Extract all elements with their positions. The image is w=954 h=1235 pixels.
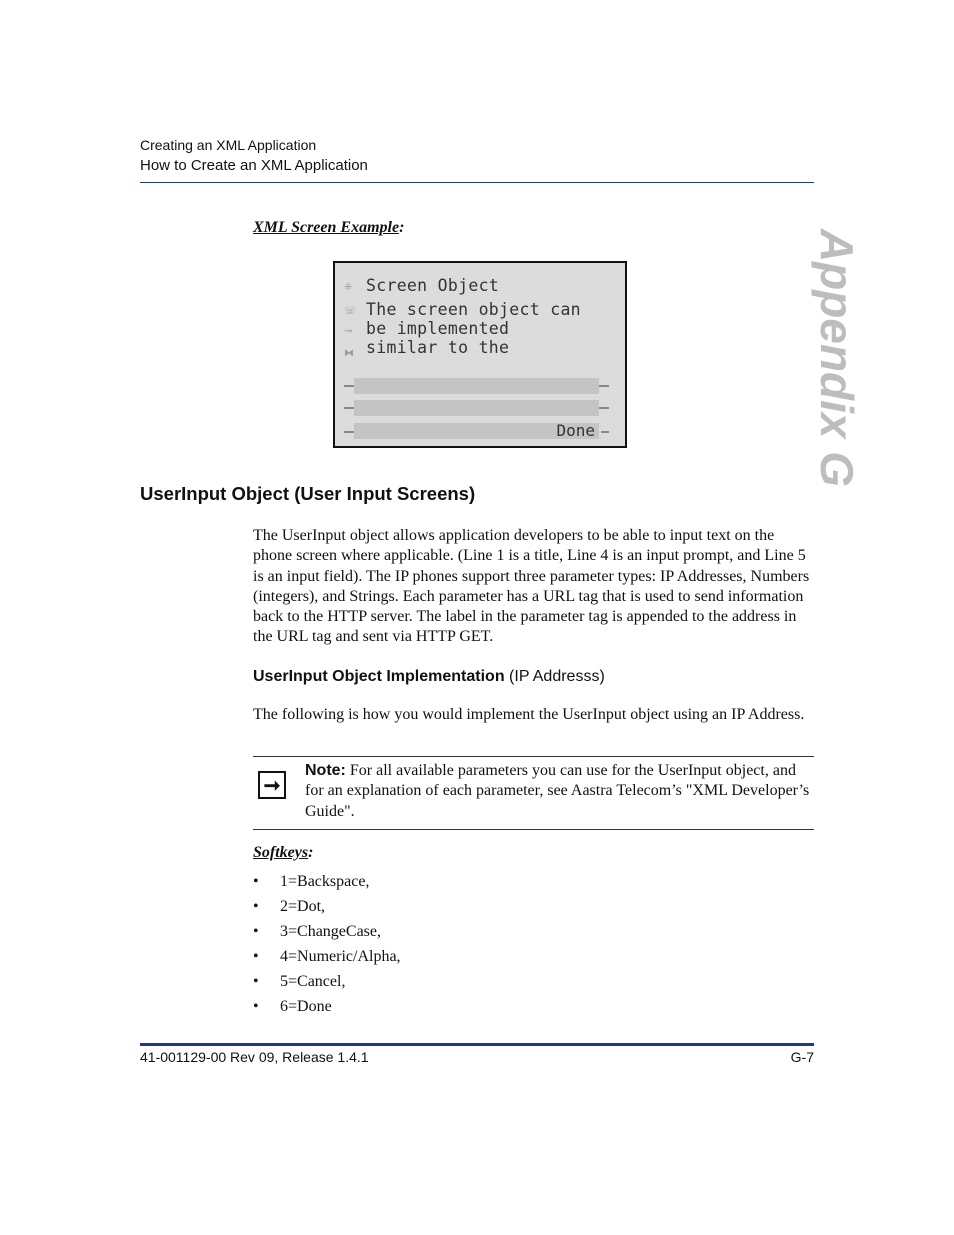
note-label: Note: (305, 762, 346, 779)
key-icon: ⊸ (344, 326, 353, 337)
running-header-section: How to Create an XML Application (140, 157, 368, 174)
phone-screen-example (333, 261, 627, 448)
footer-page-number: G-7 (790, 1049, 814, 1065)
section-heading: UserInput Object (User Input Screens) (140, 483, 476, 504)
note-rule-top (253, 756, 814, 757)
appendix-side-tab-label: Appendix G (811, 228, 863, 488)
subsection-heading: UserInput Object Implementation (IP Addresss) (253, 668, 605, 685)
bullet-icon: • (253, 973, 259, 990)
screen-line-1: Screen Object (366, 276, 500, 295)
list-item: • 5=Cancel, (253, 973, 346, 990)
softkey-tick (344, 407, 354, 409)
softkeys-label: Softkeys: (253, 844, 314, 861)
bullet-icon: • (253, 948, 259, 965)
softkey-bar (354, 378, 599, 394)
screen-line-icon: ⧓ (344, 348, 354, 359)
arrow-right-icon: ➞ (258, 771, 286, 799)
softkey-tick (344, 431, 354, 433)
screen-line-3: be implemented (366, 319, 510, 338)
softkey-tick (344, 385, 354, 387)
softkey-tick (601, 431, 609, 433)
list-item: • 6=Done (253, 998, 332, 1015)
screen-line-4: similar to the (366, 338, 510, 357)
note-text: For all available parameters you can use for the UserInput object, and for an explanation of each parameter, see Aastra Telecom’s "XML Developer’s Guide". (305, 762, 810, 820)
bullet-icon: • (253, 998, 259, 1015)
example-label: XML Screen Example: (253, 219, 405, 236)
note-box (305, 761, 815, 822)
header-rule (140, 182, 814, 183)
softkey-done: Done (556, 421, 595, 440)
list-item: • 3=ChangeCase, (253, 923, 381, 940)
screen-line-2: The screen object can (366, 300, 581, 319)
softkey-bar (354, 400, 599, 416)
subsection-paragraph: The following is how you would implement the UserInput object using an IP Address. (253, 706, 805, 723)
list-item: • 2=Dot, (253, 898, 326, 915)
screen-line-icon: ☏ (344, 306, 357, 317)
softkey-tick (599, 385, 609, 387)
bullet-icon: • (253, 923, 259, 940)
running-header-chapter: Creating an XML Application (140, 137, 317, 153)
section-paragraph: The UserInput object allows application developers to be able to input text on the phone screen where applicable. (Line 1 is a title, Line 4 is an input prompt, and Line 5 is an input field). The IP phones support three parameter types: IP Addresses, Numbers (integers), and Strings. Each parameter has a URL tag that is used to send information back to the HTTP server. The label in the parameter tag is appended to the address in the URL tag and sent via HTTP GET. (253, 527, 810, 646)
softkey-tick (599, 407, 609, 409)
footer-doc-id: 41-001129-00 Rev 09, Release 1.4.1 (140, 1049, 369, 1065)
note-rule-bottom (253, 829, 814, 830)
list-item: • 1=Backspace, (253, 873, 370, 890)
example-label-text: XML Screen Example (253, 219, 400, 236)
bullet-icon: • (253, 873, 259, 890)
list-item: • 4=Numeric/Alpha, (253, 948, 401, 965)
screen-line-icon: ⁜ (344, 282, 353, 293)
appendix-side-tab (811, 228, 863, 488)
footer-rule (140, 1043, 814, 1046)
softkeys-list (253, 872, 401, 1022)
bullet-icon: • (253, 898, 259, 915)
